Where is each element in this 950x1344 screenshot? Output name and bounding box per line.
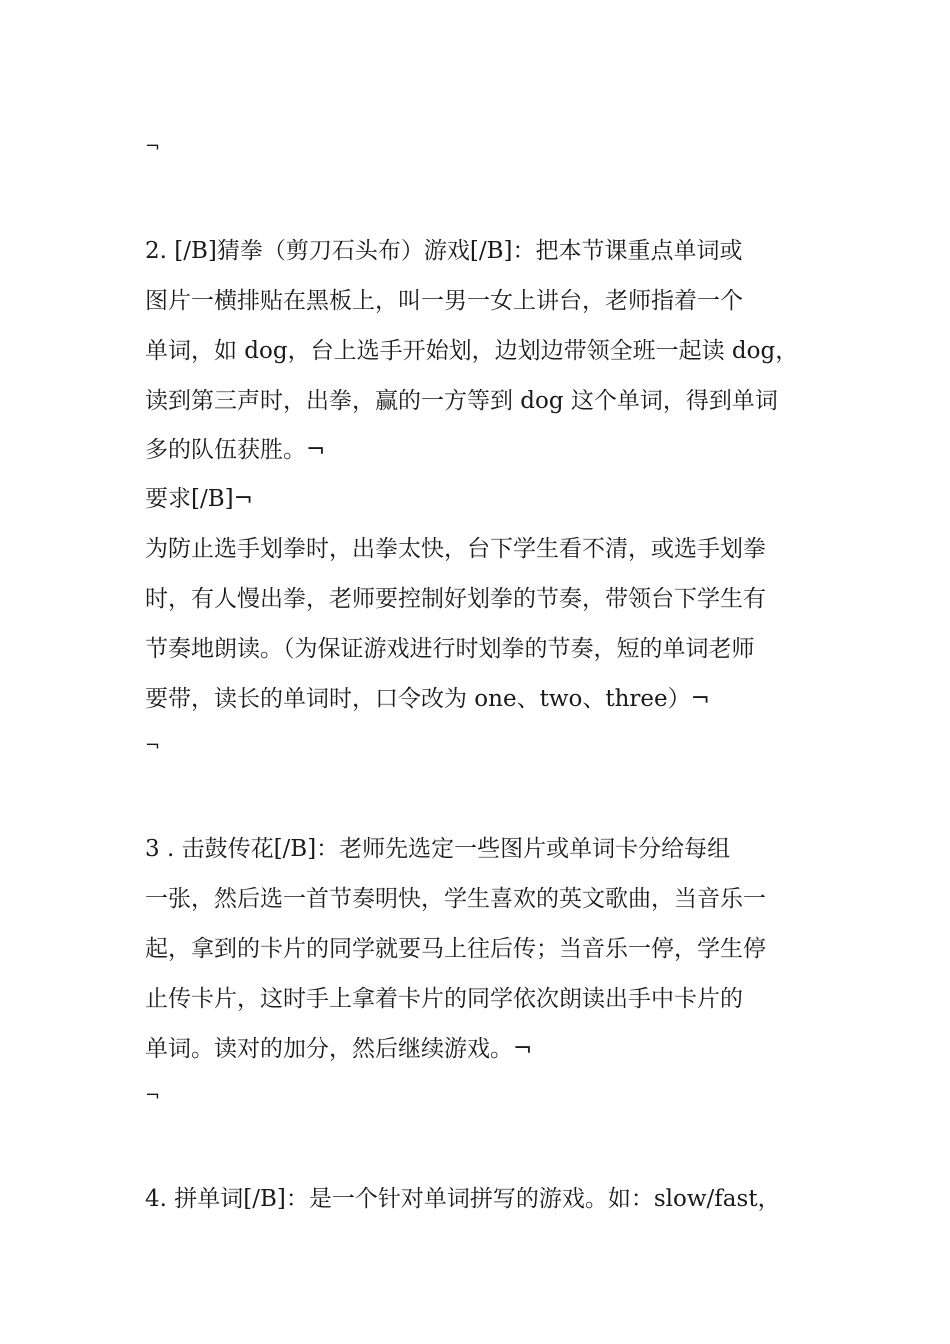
text-line: 读到第三声时，出拳，赢的一方等到 dog 这个单词，得到单词	[145, 388, 778, 414]
text-line: 2. [/B]猜拳（剪刀石头布）游戏[/B]：把本节课重点单词或	[145, 238, 743, 264]
text-line: 要求[/B]¬	[145, 486, 253, 512]
text-line: 图片一横排贴在黑板上，叫一男一女上讲台，老师指着一个	[145, 288, 743, 314]
text-line: 3 . 击鼓传花[/B]：老师先选定一些图片或单词卡分给每组	[145, 836, 731, 862]
text-line: 要带，读长的单词时，口令改为 one、two、three）¬	[145, 686, 710, 712]
text-line: 单词，如 dog，台上选手开始划，边划边带领全班一起读 dog，	[145, 338, 799, 364]
text-line: 节奏地朗读。（为保证游戏进行时划拳的节奏，短的单词老师	[145, 636, 755, 662]
text-line: 4. 拼单词[/B]：是一个针对单词拼写的游戏。如：slow/fast，	[145, 1186, 781, 1212]
paragraph-mark: ¬	[145, 136, 161, 157]
text-line: 单词。读对的加分，然后继续游戏。¬	[145, 1036, 533, 1062]
text-line: 一张，然后选一首节奏明快，学生喜欢的英文歌曲，当音乐一	[145, 886, 766, 912]
paragraph-mark: ¬	[145, 735, 161, 756]
text-line: 多的队伍获胜。¬	[145, 437, 326, 463]
text-line: 为防止选手划拳时，出拳太快，台下学生看不清，或选手划拳	[145, 536, 766, 562]
text-line: 时，有人慢出拳，老师要控制好划拳的节奏，带领台下学生有	[145, 586, 766, 612]
paragraph-mark: ¬	[145, 1085, 161, 1106]
text-line: 起，拿到的卡片的同学就要马上往后传；当音乐一停，学生停	[145, 936, 766, 962]
text-line: 止传卡片，这时手上拿着卡片的同学依次朗读出手中卡片的	[145, 986, 743, 1012]
